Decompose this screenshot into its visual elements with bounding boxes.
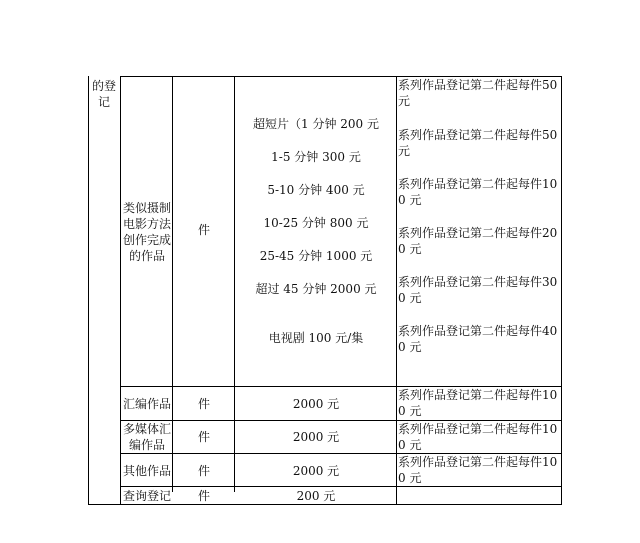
category-other: 其他作品 <box>122 464 171 478</box>
category-multimedia: 多媒体汇编作品 <box>122 422 171 452</box>
fee-item: 电视剧 100 元/集 <box>268 331 364 345</box>
series-note: 系列作品登记第二件起每件400 元 <box>398 324 558 354</box>
fee-table <box>88 76 562 505</box>
unit-query: 件 <box>197 489 210 503</box>
column-divider-1 <box>120 76 121 505</box>
series-note: 系列作品登记第二件起每件300 元 <box>398 275 558 305</box>
row-heading: 的登记 <box>91 79 116 109</box>
series-note: 系列作品登记第二件起每件50 元 <box>398 128 558 158</box>
category-query: 查询登记 <box>122 489 171 503</box>
fee-multimedia: 2000 元 <box>292 430 340 444</box>
row-divider-4 <box>120 486 562 487</box>
series-note: 系列作品登记第二件起每件100 元 <box>398 177 558 207</box>
column-divider-3 <box>234 76 235 492</box>
fee-item: 5-10 分钟 400 元 <box>267 183 365 197</box>
category-film-like: 类似摄制电影方法创作完成的作品 <box>122 201 171 263</box>
series-note: 系列作品登记第二件起每件50 元 <box>398 78 558 108</box>
note-other: 系列作品登记第二件起每件100 元 <box>398 455 558 485</box>
fee-item: 超短片（1 分钟 200 元 <box>253 117 379 131</box>
fee-item: 25-45 分钟 1000 元 <box>259 249 373 263</box>
note-compilation: 系列作品登记第二件起每件100 元 <box>398 388 558 418</box>
fee-item: 1-5 分钟 300 元 <box>271 150 361 164</box>
unit-film-like: 件 <box>197 223 210 237</box>
category-compilation: 汇编作品 <box>122 397 171 411</box>
fee-other: 2000 元 <box>292 464 340 478</box>
table-border-left <box>88 76 89 505</box>
fee-query: 200 元 <box>296 489 336 503</box>
fee-compilation: 2000 元 <box>292 397 340 411</box>
fee-item: 10-25 分钟 800 元 <box>263 216 369 230</box>
unit-other: 件 <box>197 464 210 478</box>
unit-compilation: 件 <box>197 397 210 411</box>
note-multimedia: 系列作品登记第二件起每件100 元 <box>398 422 558 452</box>
series-note: 系列作品登记第二件起每件200 元 <box>398 226 558 256</box>
unit-multimedia: 件 <box>197 430 210 444</box>
table-border-bottom <box>88 504 562 505</box>
column-divider-2 <box>172 76 173 492</box>
column-divider-4 <box>396 76 397 505</box>
fee-item: 超过 45 分钟 2000 元 <box>255 282 377 296</box>
